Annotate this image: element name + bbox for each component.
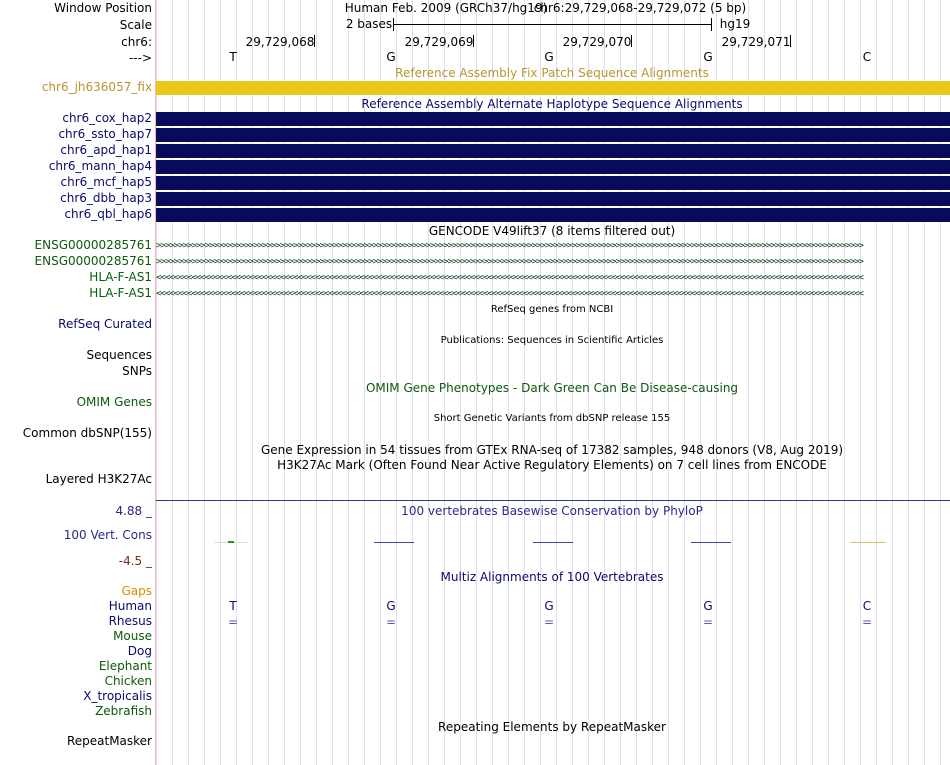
gene-intron-minus-strand[interactable]: <<<<<<<<<<<<<<<<<<<<<<<<<<<<<<<<<<<<<<<<<<<<<<<<<<<<<<<<<<<<<<<<<<<<<<<<<<<<<<<<<<<<<<<<<<<<<<<<<<<<<<<<<<<<<<<<<<<<<<<<<<<<<<<<<<<<<<<<<<<<<<<<<<<<<<<<<<<<<<<< xyxy=(156,289,863,299)
conservation-score-bar xyxy=(850,542,886,543)
species-label-human[interactable]: Human xyxy=(108,599,152,613)
coordinate-label: 29,729,071 xyxy=(721,35,791,49)
repeatmasker-track-title: Repeating Elements by RepeatMasker xyxy=(438,720,666,734)
position-text: chr6:29,729,068-29,729,072 (5 bp) xyxy=(533,1,747,15)
scale-bar xyxy=(393,24,711,25)
species-label-chicken[interactable]: Chicken xyxy=(104,674,152,688)
conservation-max-label: 4.88 _ xyxy=(115,504,152,518)
track-label-gene[interactable]: HLA-F-AS1 xyxy=(89,286,152,300)
track-display-area[interactable] xyxy=(156,0,950,765)
coordinate-label: 29,729,070 xyxy=(562,35,632,49)
track-label-hap[interactable]: chr6_dbb_hap3 xyxy=(60,191,152,205)
refseq-track-title: RefSeq genes from NCBI xyxy=(490,304,614,315)
track-label-hap[interactable]: chr6_mann_hap4 xyxy=(48,159,152,173)
track-label-dbsnp[interactable]: Common dbSNP(155) xyxy=(22,426,152,440)
track-label-fix-patch[interactable]: chr6_jh636057_fix xyxy=(41,80,152,94)
rhesus-base-match: = xyxy=(702,615,714,629)
rhesus-base-match: = xyxy=(543,615,555,629)
haplotype-alignment-bar[interactable] xyxy=(156,208,950,222)
track-label-omim[interactable]: OMIM Genes xyxy=(76,395,152,409)
base-letter: C xyxy=(862,50,872,64)
track-label-conservation[interactable]: 100 Vert. Cons xyxy=(63,528,152,542)
track-label-hap[interactable]: chr6_ssto_hap7 xyxy=(58,127,152,141)
strand-label: ---> xyxy=(128,51,152,65)
omim-track-title: OMIM Gene Phenotypes - Dark Green Can Be Disease-causing xyxy=(365,381,739,395)
conservation-min-label: -4.5 _ xyxy=(118,554,152,568)
track-label-gene[interactable]: ENSG00000285761 xyxy=(34,254,152,268)
coordinate-label: 29,729,068 xyxy=(245,35,315,49)
scale-text: 2 bases xyxy=(345,17,393,31)
rhesus-base-match: = xyxy=(227,615,239,629)
species-label-dog[interactable]: Dog xyxy=(127,644,152,658)
coordinate-tick xyxy=(473,35,474,47)
coordinate-label: 29,729,069 xyxy=(404,35,474,49)
conservation-score-bar xyxy=(691,542,731,543)
haplotype-alignment-bar[interactable] xyxy=(156,160,950,174)
track-label-hap[interactable]: chr6_cox_hap2 xyxy=(62,111,152,125)
human-base: G xyxy=(703,599,713,613)
haplotype-alignment-bar[interactable] xyxy=(156,112,950,126)
publications-track-title: Publications: Sequences in Scientific Articles xyxy=(440,335,664,346)
rhesus-base-match: = xyxy=(385,615,397,629)
haplotype-alignment-bar[interactable] xyxy=(156,144,950,158)
conservation-top-line xyxy=(156,500,950,501)
dbsnp-track-title: Short Genetic Variants from dbSNP release 155 xyxy=(433,413,671,424)
gencode-track-title: GENCODE V49lift37 (8 items filtered out) xyxy=(428,224,676,238)
gene-intron-plus-strand[interactable]: >>>>>>>>>>>>>>>>>>>>>>>>>>>>>>>>>>>>>>>>>>>>>>>>>>>>>>>>>>>>>>>>>>>>>>>>>>>>>>>>>>>>>>>>>>>>>>>>>>>>>>>>>>>>>>>>>>>>>>>>>>>>>>>>>>>>>>>>>>>>>>>>>>>>>>>>>>>>>>>> xyxy=(156,257,863,267)
species-label-x-tropicalis[interactable]: X_tropicalis xyxy=(83,689,152,703)
track-label-gene[interactable]: HLA-F-AS1 xyxy=(89,270,152,284)
fix-patch-track-title: Reference Assembly Fix Patch Sequence Alignments xyxy=(395,66,709,80)
haplotype-alignment-bar[interactable] xyxy=(156,128,950,142)
assembly-text: Human Feb. 2009 (GRCh37/hg19) xyxy=(344,1,548,15)
track-label-snps[interactable]: SNPs xyxy=(122,364,152,378)
human-base: T xyxy=(229,599,237,613)
scale-label: Scale xyxy=(119,18,152,32)
haplotype-alignment-bar[interactable] xyxy=(156,192,950,206)
h3k27ac-track-title: H3K27Ac Mark (Often Found Near Active Regulatory Elements) on 7 cell lines from ENCODE xyxy=(277,458,827,472)
gtex-track-title: Gene Expression in 54 tissues from GTEx RNA-seq of 17382 samples, 948 donors (V8, Aug 2019) xyxy=(260,443,844,457)
base-letter: G xyxy=(544,50,554,64)
track-label-gaps[interactable]: Gaps xyxy=(121,584,152,598)
fix-patch-alignment-bar[interactable] xyxy=(156,81,950,95)
gene-intron-minus-strand[interactable]: <<<<<<<<<<<<<<<<<<<<<<<<<<<<<<<<<<<<<<<<<<<<<<<<<<<<<<<<<<<<<<<<<<<<<<<<<<<<<<<<<<<<<<<<<<<<<<<<<<<<<<<<<<<<<<<<<<<<<<<<<<<<<<<<<<<<<<<<<<<<<<<<<<<<<<<<<<<<<<<< xyxy=(156,273,863,283)
alt-haplotype-track-title: Reference Assembly Alternate Haplotype Sequence Alignments xyxy=(361,97,743,111)
human-base: G xyxy=(386,599,396,613)
haplotype-alignment-bar[interactable] xyxy=(156,176,950,190)
species-label-elephant[interactable]: Elephant xyxy=(98,659,152,673)
track-label-hap[interactable]: chr6_apd_hap1 xyxy=(60,143,152,157)
base-letter: G xyxy=(386,50,396,64)
species-label-mouse[interactable]: Mouse xyxy=(113,629,152,643)
track-label-sequences[interactable]: Sequences xyxy=(86,348,152,362)
base-letter: G xyxy=(703,50,713,64)
species-label-rhesus[interactable]: Rhesus xyxy=(108,614,152,628)
track-label-hap[interactable]: chr6_mcf_hap5 xyxy=(60,175,152,189)
track-label-h3k27ac[interactable]: Layered H3K27Ac xyxy=(45,472,152,486)
scale-bar-tick xyxy=(393,18,394,31)
track-label-gene[interactable]: ENSG00000285761 xyxy=(34,238,152,252)
human-base: G xyxy=(544,599,554,613)
species-label-zebrafish[interactable]: Zebrafish xyxy=(95,704,152,718)
conservation-score-bar xyxy=(533,542,573,543)
conservation-track-title: 100 vertebrates Basewise Conservation by PhyloP xyxy=(401,504,703,518)
rhesus-base-match: = xyxy=(861,615,873,629)
conservation-score-bar xyxy=(228,541,234,543)
conservation-score-bar xyxy=(374,542,414,543)
scale-bar-tick xyxy=(711,18,712,31)
base-letter: T xyxy=(229,50,237,64)
chrom-label: chr6: xyxy=(121,35,152,49)
track-label-repeatmasker[interactable]: RepeatMasker xyxy=(66,734,152,748)
track-label-refseq[interactable]: RefSeq Curated xyxy=(58,317,152,331)
track-label-hap[interactable]: chr6_qbl_hap6 xyxy=(64,207,152,221)
db-text: hg19 xyxy=(719,17,751,31)
coordinate-tick xyxy=(790,35,791,47)
gene-intron-plus-strand[interactable]: >>>>>>>>>>>>>>>>>>>>>>>>>>>>>>>>>>>>>>>>>>>>>>>>>>>>>>>>>>>>>>>>>>>>>>>>>>>>>>>>>>>>>>>>>>>>>>>>>>>>>>>>>>>>>>>>>>>>>>>>>>>>>>>>>>>>>>>>>>>>>>>>>>>>>>>>>>>>>>>> xyxy=(156,241,863,251)
coordinate-tick xyxy=(314,35,315,47)
track-label-panel xyxy=(0,0,154,765)
human-base: C xyxy=(862,599,872,613)
window-position-label: Window Position xyxy=(54,1,152,15)
coordinate-tick xyxy=(631,35,632,47)
multiz-track-title: Multiz Alignments of 100 Vertebrates xyxy=(440,570,664,584)
